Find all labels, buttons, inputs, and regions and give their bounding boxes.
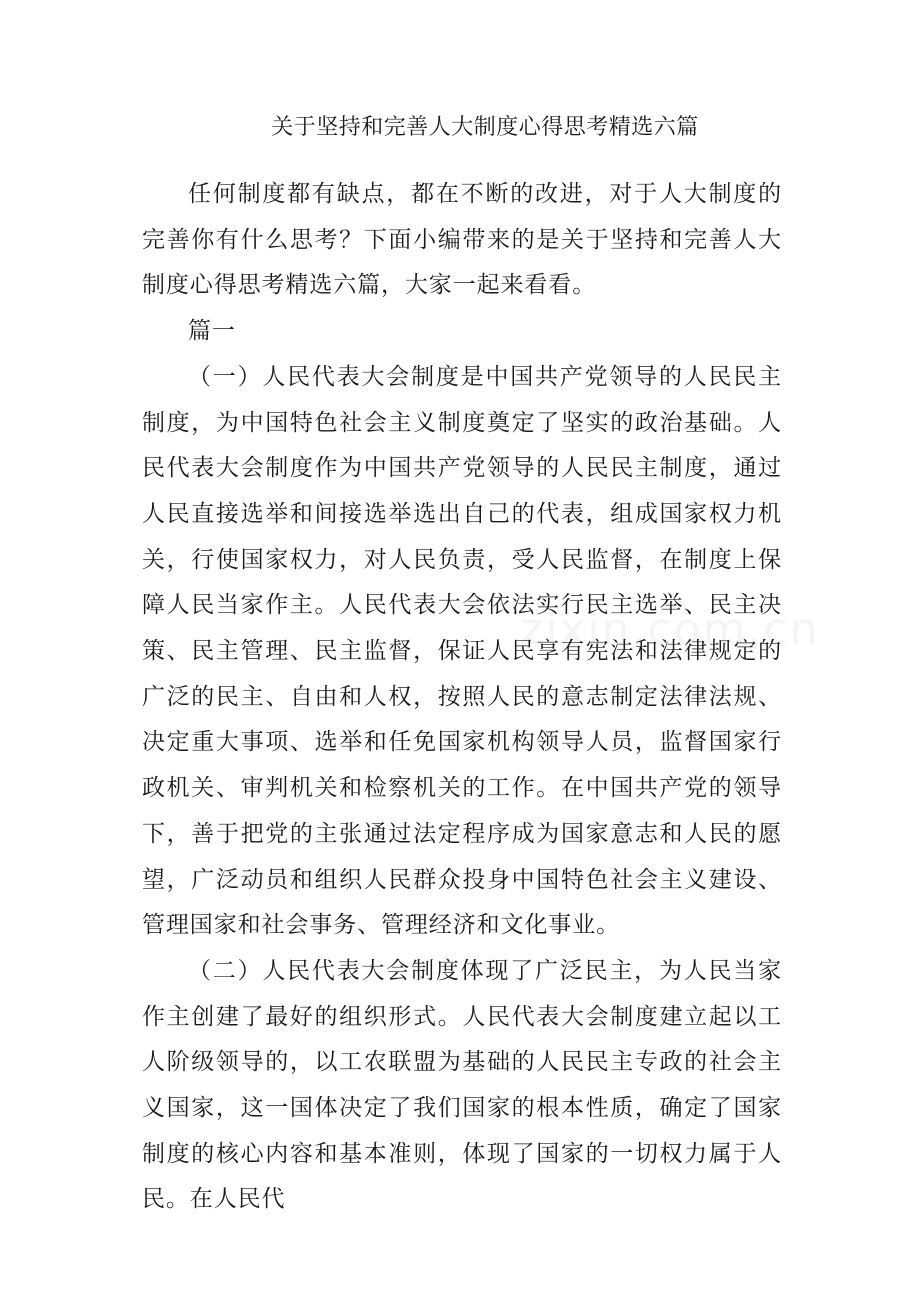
intro-paragraph: 任何制度都有缺点，都在不断的改进，对于人大制度的完善你有什么思考？下面小编带来的是关于坚持和完善人大制度心得思考精选六篇，大家一起来看看。 xyxy=(142,181,782,299)
section-heading: 篇一 xyxy=(188,318,236,345)
body-paragraph: （二）人民代表大会制度体现了广泛民主，为人民当家作主创建了最好的组织形式。人民代表大会制度建立起以工人阶级领导的，以工农联盟为基础的人民民主专政的社会主义国家，这一国体决定了我们国家的根本性质，确定了国家制度的核心内容和基本准则，体现了国家的一切权力属于人民。在人民代 xyxy=(142,957,782,1213)
body-paragraph: （一）人民代表大会制度是中国共产党领导的人民民主制度，为中国特色社会主义制度奠定了坚实的政治基础。人民代表大会制度作为中国共产党领导的人民民主制度，通过人民直接选举和间接选举选出自己的代表，组成国家权力机关，行使国家权力，对人民负责，受人民监督，在制度上保障人民当家作主。人民代表大会依法实行民主选举、民主决策、民主管理、民主监督，保证人民享有宪法和法律规定的广泛的民主、自由和人权，按照人民的意志制定法律法规、决定重大事项、选举和任免国家机构领导人员，监督国家行政机关、审判机关和检察机关的工作。在中国共产党的领导下，善于把党的主张通过法定程序成为国家意志和人民的愿望，广泛动员和组织人民群众投身中国特色社会主义建设、管理国家和社会事务、管理经济和文化事业。 xyxy=(142,363,782,939)
document-title: 关于坚持和完善人大制度心得思考精选六篇 xyxy=(271,115,699,140)
document-body xyxy=(142,172,782,1223)
